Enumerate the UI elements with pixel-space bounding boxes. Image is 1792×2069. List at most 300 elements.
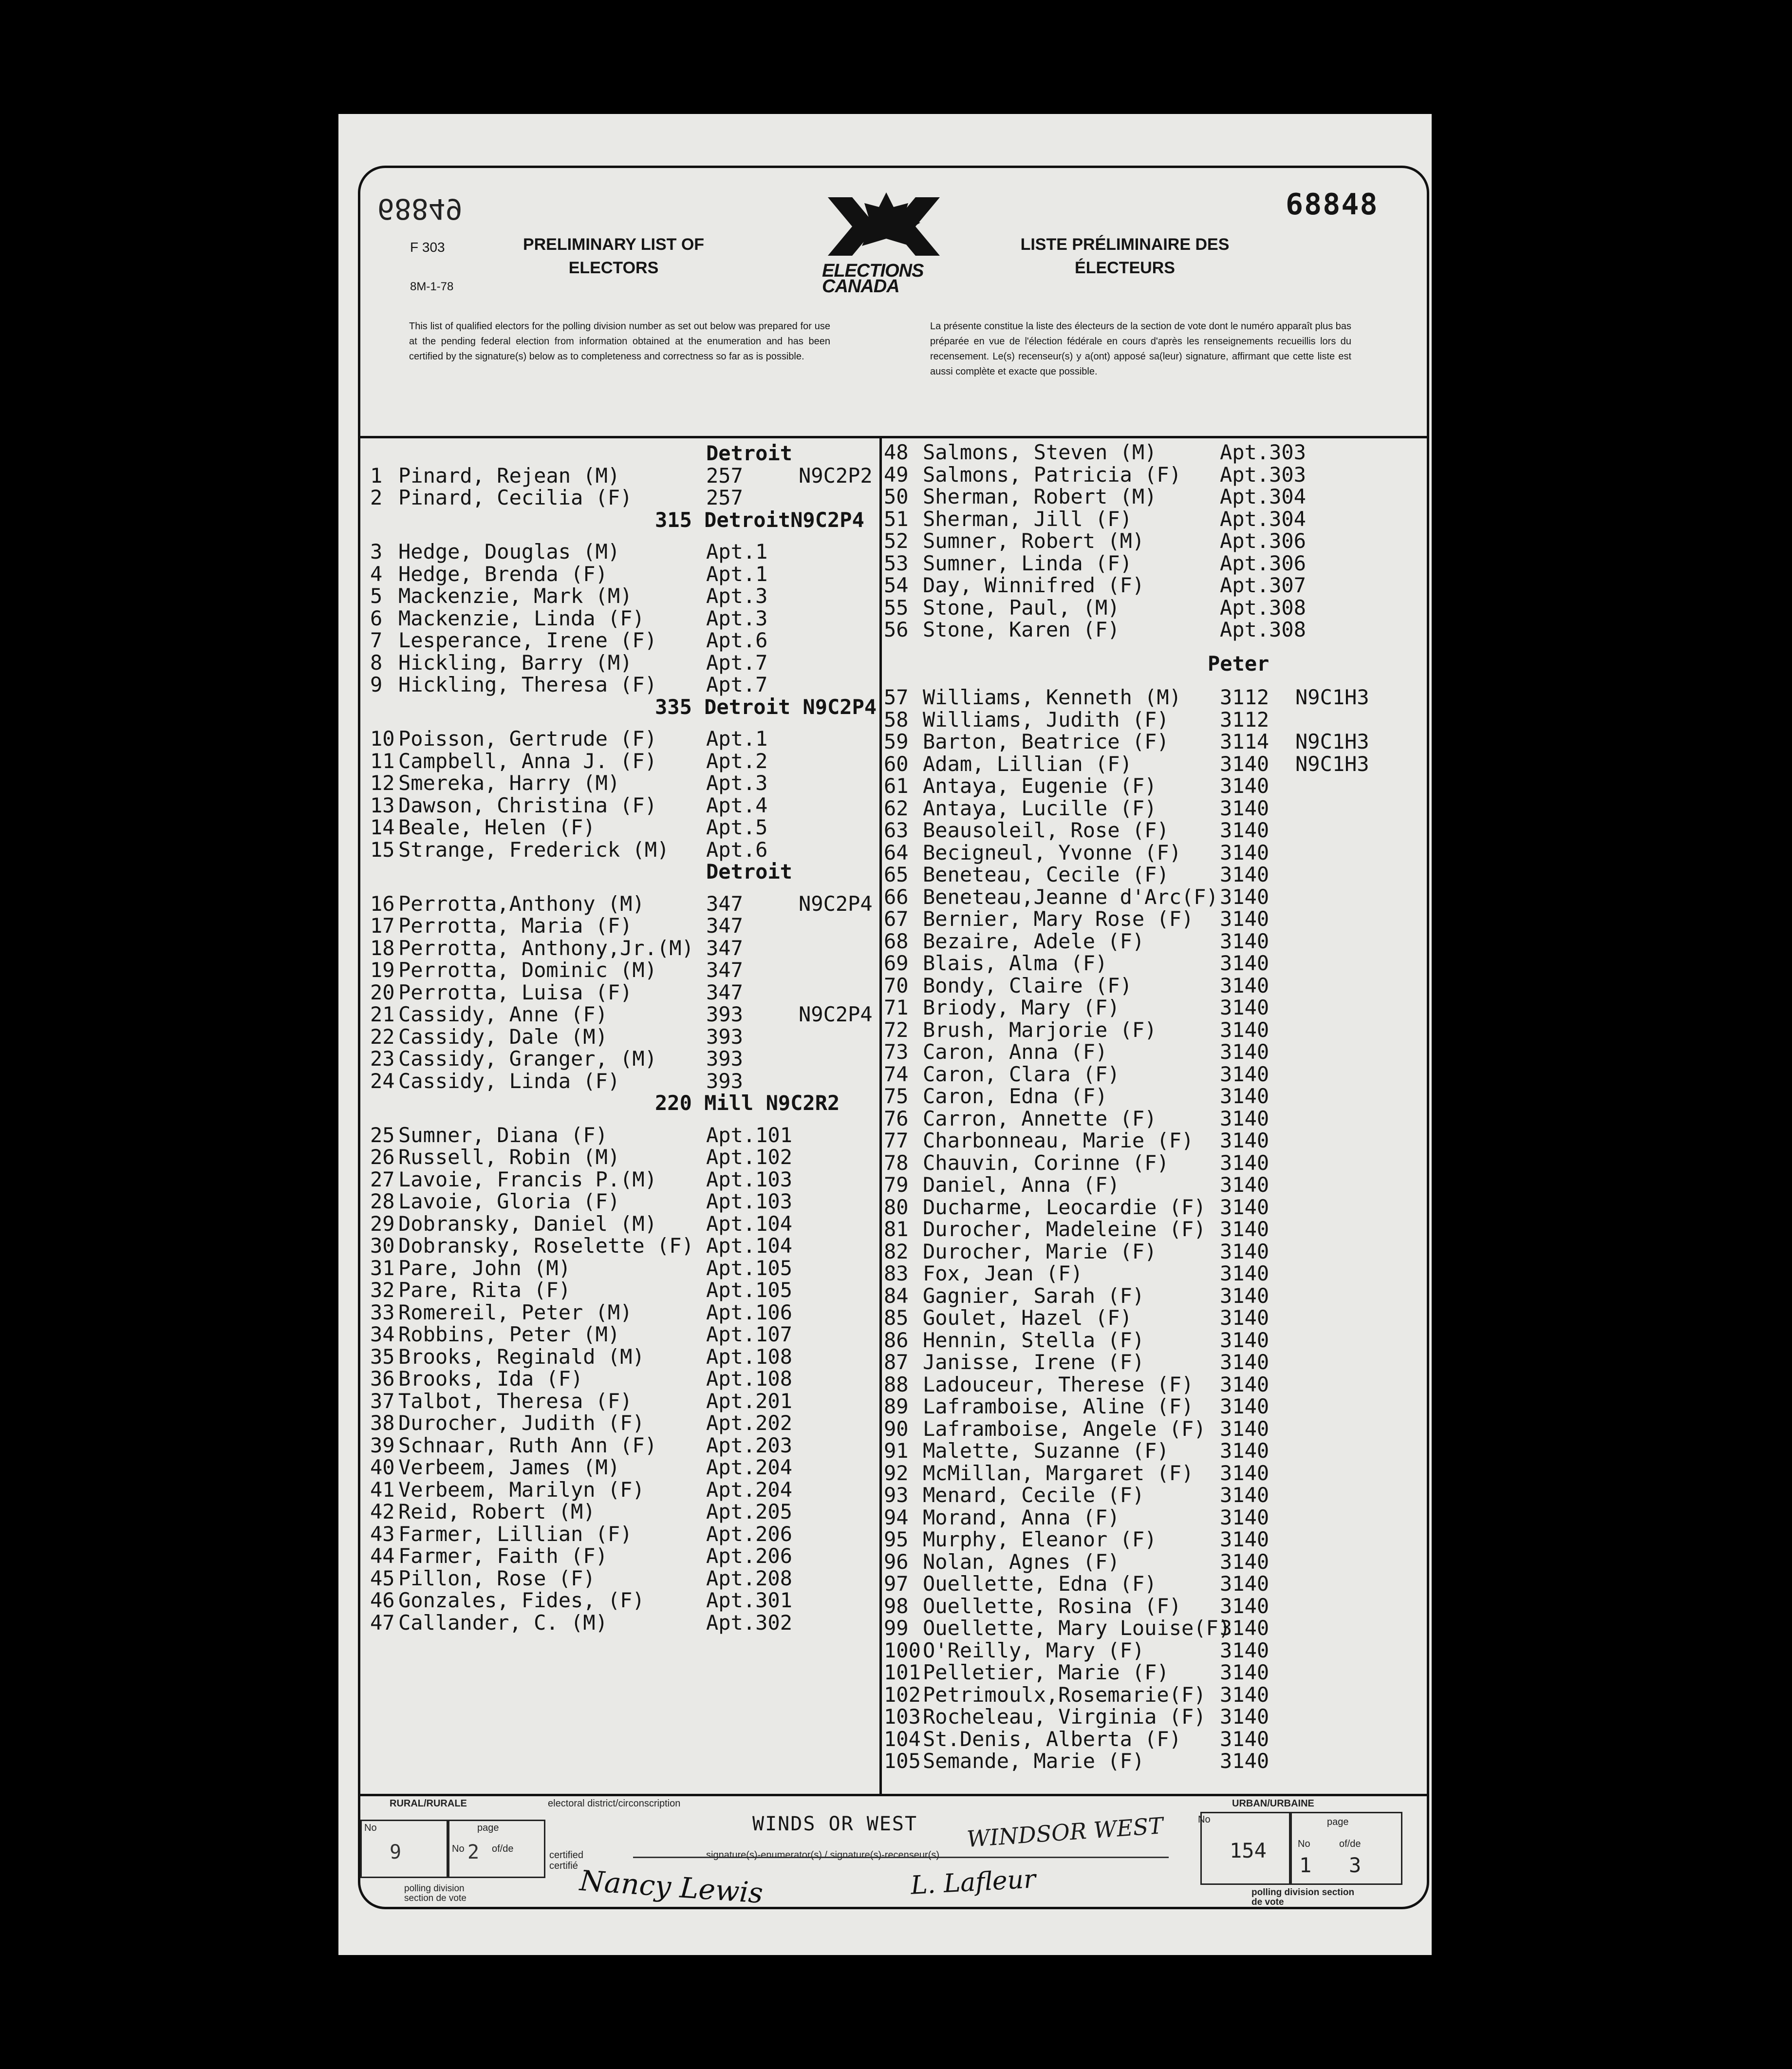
elector-row — [884, 1395, 1422, 1418]
elector-row — [884, 686, 1422, 709]
elector-address: Apt.306 — [1220, 529, 1307, 553]
elector-name: Sherman, Robert (M) — [923, 485, 1157, 508]
elector-number: 75 — [884, 1084, 909, 1108]
elector-row — [370, 1323, 877, 1346]
elector-address: 3140 — [1220, 1217, 1269, 1241]
elector-name: Cassidy, Dale (M) — [398, 1024, 608, 1049]
elector-row — [370, 1412, 877, 1434]
elector-name: Durocher, Madeleine (F) — [923, 1217, 1206, 1241]
elector-number: 6 — [370, 606, 383, 630]
elector-number: 21 — [370, 1002, 395, 1026]
elector-row — [370, 652, 877, 674]
elector-address: Apt.308 — [1220, 618, 1307, 641]
title-french-line2: ÉLECTEURS — [1075, 259, 1175, 277]
elector-number: 93 — [884, 1483, 909, 1507]
elector-number: 1 — [370, 463, 383, 488]
elector-number: 42 — [370, 1500, 395, 1524]
elector-number: 83 — [884, 1261, 909, 1285]
elector-name: Petrimoulx,Rosemarie(F) — [923, 1682, 1206, 1707]
district-typed: WINDS OR WEST — [752, 1813, 918, 1835]
elector-row — [884, 886, 1422, 908]
elector-address: 3140 — [1220, 1682, 1269, 1707]
elector-number: 22 — [370, 1024, 395, 1049]
elector-number: 88 — [884, 1372, 909, 1396]
elector-name: Pelletier, Marie (F) — [923, 1660, 1169, 1684]
elector-number: 58 — [884, 707, 909, 732]
elector-address: Apt.205 — [706, 1500, 793, 1524]
elector-row — [884, 864, 1422, 886]
form-number: F 303 — [410, 240, 445, 255]
elector-address: 3140 — [1220, 1505, 1269, 1529]
elector-name: Perrotta, Anthony,Jr.(M) — [398, 936, 694, 960]
elector-name: Bernier, Mary Rose (F) — [923, 907, 1194, 931]
elector-row — [370, 1479, 877, 1501]
elector-name: Mackenzie, Mark (M) — [398, 584, 633, 608]
elector-postal-code: N9C2P2 — [799, 463, 873, 488]
elector-row — [884, 1152, 1422, 1174]
elector-row — [370, 1612, 877, 1634]
elector-name: Lavoie, Francis P.(M) — [398, 1167, 657, 1191]
elector-number: 64 — [884, 840, 909, 865]
street-heading: 315 DetroitN9C2P4 — [655, 508, 864, 532]
elector-name: St.Denis, Alberta (F) — [923, 1727, 1182, 1751]
elector-name: Ouellette, Edna (F) — [923, 1572, 1157, 1596]
elector-address: 3140 — [1220, 1328, 1269, 1352]
elector-name: Sherman, Jill (F) — [923, 507, 1132, 531]
elector-number: 27 — [370, 1167, 395, 1191]
elector-row — [370, 772, 877, 794]
elector-name: Briody, Mary (F) — [923, 996, 1120, 1019]
elector-row — [370, 563, 877, 585]
elector-number: 32 — [370, 1278, 395, 1302]
elector-name: Salmons, Steven (M) — [923, 440, 1157, 464]
signature-line — [633, 1857, 1169, 1858]
elector-address: 3140 — [1220, 774, 1269, 798]
elector-address: 3140 — [1220, 929, 1269, 953]
elector-address: 3140 — [1220, 1283, 1269, 1308]
elector-name: Robbins, Peter (M) — [398, 1322, 620, 1346]
street-heading: 220 Mill N9C2R2 — [655, 1091, 840, 1115]
elector-number: 40 — [370, 1455, 395, 1479]
elector-number: 53 — [884, 551, 909, 575]
elector-name: Antaya, Lucille (F) — [923, 796, 1157, 820]
elector-row — [884, 797, 1422, 820]
elector-name: Gagnier, Sarah (F) — [923, 1283, 1145, 1308]
elector-row — [884, 1639, 1422, 1662]
elector-number: 76 — [884, 1106, 909, 1130]
elector-name: Blais, Alma (F) — [923, 951, 1108, 975]
elector-address: Apt.304 — [1220, 485, 1307, 508]
elector-row — [884, 1661, 1422, 1684]
elector-number: 19 — [370, 958, 395, 982]
elector-number: 101 — [884, 1660, 921, 1684]
elector-name: Charbonneau, Marie (F) — [923, 1129, 1194, 1152]
elector-row — [884, 464, 1422, 486]
elector-name: Sumner, Robert (M) — [923, 529, 1145, 553]
elector-row — [884, 1440, 1422, 1462]
elector-name: Janisse, Irene (F) — [923, 1350, 1145, 1374]
elector-name: Sumner, Linda (F) — [923, 551, 1132, 575]
elector-name: Cassidy, Anne (F) — [398, 1002, 608, 1026]
elector-address: Apt.308 — [1220, 595, 1307, 620]
elector-number: 45 — [370, 1566, 395, 1590]
elector-number: 97 — [884, 1572, 909, 1596]
elector-address: Apt.303 — [1220, 462, 1307, 487]
elector-name: Brooks, Reginald (M) — [398, 1344, 645, 1369]
elector-address: 3140 — [1220, 951, 1269, 975]
elector-number: 70 — [884, 973, 909, 997]
elector-address: Apt.103 — [706, 1167, 793, 1191]
elector-row — [884, 1129, 1422, 1152]
elector-name: Laframboise, Angele (F) — [923, 1416, 1206, 1441]
elector-number: 59 — [884, 730, 909, 753]
elector-row — [370, 1124, 877, 1147]
elector-row — [884, 1063, 1422, 1086]
elector-name: McMillan, Margaret (F) — [923, 1461, 1194, 1485]
urban-no-label: No — [1198, 1814, 1211, 1825]
elector-name: Farmer, Faith (F) — [398, 1544, 608, 1568]
elector-row — [884, 842, 1422, 864]
elector-row — [370, 1070, 877, 1092]
urban-polling-label: polling division section de vote — [1251, 1887, 1355, 1907]
elector-number: 72 — [884, 1017, 909, 1042]
elector-address: 3140 — [1220, 1705, 1269, 1729]
elector-number: 84 — [884, 1283, 909, 1308]
elector-address: 3140 — [1220, 818, 1269, 842]
elector-row — [370, 1501, 877, 1523]
logo-text-line1: ELECTIONS — [822, 261, 924, 281]
elector-address: Apt.7 — [706, 673, 768, 696]
elector-number: 85 — [884, 1306, 909, 1330]
elector-address: 3140 — [1220, 1660, 1269, 1684]
elector-name: Laframboise, Aline (F) — [923, 1394, 1194, 1418]
elector-row — [370, 585, 877, 607]
elector-row — [370, 1390, 877, 1412]
urban-label: URBAN/URBAINE — [1232, 1798, 1314, 1809]
elector-row — [370, 937, 877, 959]
elector-row — [370, 1523, 877, 1545]
elector-number: 56 — [884, 618, 909, 641]
elector-row — [370, 893, 877, 915]
elector-row — [884, 908, 1422, 930]
elector-number: 49 — [884, 462, 909, 487]
elector-number: 51 — [884, 507, 909, 531]
elector-address: Apt.1 — [706, 727, 768, 751]
elector-name: Lesperance, Irene (F) — [398, 628, 657, 652]
elector-row — [370, 465, 877, 487]
elector-row — [884, 1573, 1422, 1595]
elector-row — [884, 486, 1422, 508]
elector-address: Apt.2 — [706, 749, 768, 773]
elector-address: 3112 — [1220, 707, 1269, 732]
elector-name: Adam, Lillian (F) — [923, 752, 1132, 776]
elector-number: 33 — [370, 1300, 395, 1324]
elector-name: Verbeem, Marilyn (F) — [398, 1477, 645, 1502]
elector-number: 5 — [370, 584, 383, 608]
elector-row — [884, 1174, 1422, 1196]
elector-number: 65 — [884, 863, 909, 886]
elector-address: Apt.105 — [706, 1256, 793, 1280]
elector-name: Ducharme, Leocardie (F) — [923, 1195, 1206, 1219]
elector-name: Caron, Clara (F) — [923, 1062, 1120, 1086]
elector-row — [884, 1528, 1422, 1551]
elector-address: 3140 — [1220, 796, 1269, 820]
street-heading: Detroit — [706, 441, 793, 465]
urban-of-label: of/de — [1339, 1839, 1361, 1849]
elector-number: 3 — [370, 540, 383, 564]
elector-row — [884, 1728, 1422, 1750]
elector-number: 20 — [370, 980, 395, 1004]
elector-name: Semande, Marie (F) — [923, 1749, 1145, 1773]
column-divider — [879, 436, 882, 1795]
elector-row — [370, 674, 877, 696]
elector-address: Apt.303 — [1220, 440, 1307, 464]
elector-postal-code: N9C1H3 — [1295, 752, 1369, 776]
elector-number: 74 — [884, 1062, 909, 1086]
elector-row — [370, 1301, 877, 1324]
elector-address: 3140 — [1220, 1195, 1269, 1219]
elector-number: 37 — [370, 1389, 395, 1413]
elector-row — [884, 1351, 1422, 1373]
elector-number: 44 — [370, 1544, 395, 1568]
elector-name: Nolan, Agnes (F) — [923, 1549, 1120, 1574]
elector-name: Stone, Karen (F) — [923, 618, 1120, 641]
elector-name: Hickling, Barry (M) — [398, 650, 633, 675]
elector-postal-code: N9C1H3 — [1295, 685, 1369, 709]
elector-row — [370, 794, 877, 817]
elector-address: 3140 — [1220, 1350, 1269, 1374]
elector-number: 46 — [370, 1588, 395, 1612]
header-divider — [358, 436, 1429, 438]
district-handwritten: WINDSOR WEST — [966, 1812, 1164, 1853]
elector-number: 25 — [370, 1123, 395, 1147]
street-heading: 335 Detroit N9C2P4 — [655, 695, 877, 719]
elector-address: Apt.201 — [706, 1389, 793, 1413]
elector-row — [884, 1484, 1422, 1506]
elector-number: 100 — [884, 1638, 921, 1662]
elector-address: Apt.5 — [706, 815, 768, 839]
elector-name: Antaya, Eugenie (F) — [923, 774, 1157, 798]
urban-page-value: 1 — [1299, 1853, 1312, 1877]
elector-address: Apt.204 — [706, 1477, 793, 1502]
elector-address: 3140 — [1220, 752, 1269, 776]
elections-canada-logo-icon — [818, 192, 954, 261]
elector-number: 43 — [370, 1522, 395, 1546]
elector-number: 89 — [884, 1394, 909, 1418]
elector-name: Rocheleau, Virginia (F) — [923, 1705, 1206, 1729]
elector-number: 7 — [370, 628, 383, 652]
elector-name: Callander, C. (M) — [398, 1610, 608, 1635]
elector-number: 10 — [370, 727, 395, 751]
elector-row — [884, 619, 1422, 641]
elector-number: 28 — [370, 1189, 395, 1213]
elector-number: 29 — [370, 1211, 395, 1236]
elector-number: 23 — [370, 1047, 395, 1071]
elector-address: Apt.204 — [706, 1455, 793, 1479]
elector-row — [884, 1085, 1422, 1108]
elector-row — [884, 819, 1422, 842]
elector-name: Bezaire, Adele (F) — [923, 929, 1145, 953]
elector-address: Apt.108 — [706, 1367, 793, 1391]
elector-row — [884, 975, 1422, 997]
elector-name: Pare, John (M) — [398, 1256, 571, 1280]
elector-row — [884, 1218, 1422, 1241]
elector-row — [884, 1750, 1422, 1772]
elector-number: 66 — [884, 884, 909, 909]
elector-name: Day, Winnifred (F) — [923, 573, 1145, 597]
elector-name: Perrotta, Luisa (F) — [398, 980, 633, 1004]
elector-name: Hedge, Brenda (F) — [398, 562, 608, 586]
elector-name: Murphy, Eleanor (F) — [923, 1527, 1157, 1551]
title-french-line1: LISTE PRÉLIMINAIRE DES — [1020, 235, 1230, 254]
elector-address: 3140 — [1220, 1173, 1269, 1197]
elector-name: Caron, Edna (F) — [923, 1084, 1108, 1108]
elector-number: 14 — [370, 815, 395, 839]
elector-address: 347 — [706, 980, 743, 1004]
urban-no-value: 154 — [1230, 1839, 1267, 1862]
elector-number: 55 — [884, 595, 909, 620]
elector-number: 36 — [370, 1367, 395, 1391]
signature-2: L. Lafleur — [910, 1864, 1037, 1900]
elector-address: 3140 — [1220, 1084, 1269, 1108]
elector-row — [884, 1108, 1422, 1130]
elector-number: 11 — [370, 749, 395, 773]
elector-row — [884, 1506, 1422, 1529]
elector-number: 35 — [370, 1344, 395, 1369]
elector-name: Strange, Frederick (M) — [398, 837, 670, 862]
elector-address: Apt.306 — [1220, 551, 1307, 575]
elector-address: Apt.4 — [706, 793, 768, 817]
elector-row — [884, 753, 1422, 775]
elector-row — [370, 1589, 877, 1612]
footer-divider — [358, 1794, 1429, 1796]
elector-name: Menard, Cecile (F) — [923, 1483, 1145, 1507]
elector-row — [370, 1235, 877, 1257]
urban-page-label: page — [1327, 1817, 1349, 1827]
elector-row — [370, 1434, 877, 1457]
elector-number: 102 — [884, 1682, 921, 1707]
elector-name: Cassidy, Linda (F) — [398, 1069, 620, 1093]
elector-row — [370, 1279, 877, 1301]
elector-name: Williams, Judith (F) — [923, 707, 1169, 732]
elector-number: 71 — [884, 996, 909, 1019]
elector-address: 3140 — [1220, 863, 1269, 886]
elector-row — [884, 552, 1422, 575]
elector-address: 3140 — [1220, 1749, 1269, 1773]
elector-number: 104 — [884, 1727, 921, 1751]
elector-row — [370, 1026, 877, 1048]
elector-row — [370, 839, 877, 861]
elector-postal-code: N9C2P4 — [799, 891, 873, 916]
elector-number: 26 — [370, 1145, 395, 1169]
intro-french: La présente constitue la liste des électeurs de la section de vote dont le numéro apparaît plus bas préparée en vue de l'élection fédérale en cours d'après les renseignements recueillis lors du recensement. Le(s) recenseur(s) y a(ont) apposé sa(leur) signature, affirmant que cette liste est aussi complète et exacte que possible. — [930, 321, 1351, 377]
elector-row — [884, 1462, 1422, 1485]
elector-address: 347 — [706, 914, 743, 938]
elector-address: 257 — [706, 486, 743, 509]
elector-address: 257 — [706, 463, 743, 488]
elector-number: 69 — [884, 951, 909, 975]
elector-row — [884, 775, 1422, 797]
elector-row — [884, 731, 1422, 753]
elector-number: 92 — [884, 1461, 909, 1485]
elector-name: Smereka, Harry (M) — [398, 771, 620, 795]
elector-number: 87 — [884, 1350, 909, 1374]
elector-address: Apt.105 — [706, 1278, 793, 1302]
elector-address: 3140 — [1220, 996, 1269, 1019]
elector-number: 63 — [884, 818, 909, 842]
signature-label: signature(s)-enumerator(s) / signature(s)-recenseur(s) — [706, 1850, 940, 1861]
elector-name: Campbell, Anna J. (F) — [398, 749, 657, 773]
elector-address: 347 — [706, 891, 743, 916]
elector-name: Salmons, Patricia (F) — [923, 462, 1182, 487]
title-english — [487, 233, 740, 280]
elector-address: Apt.106 — [706, 1300, 793, 1324]
elector-address: 393 — [706, 1024, 743, 1049]
elector-number: 12 — [370, 771, 395, 795]
elector-number: 16 — [370, 891, 395, 916]
elector-address: Apt.103 — [706, 1189, 793, 1213]
elector-number: 24 — [370, 1069, 395, 1093]
elector-address: 3140 — [1220, 1394, 1269, 1418]
elector-name: Romereil, Peter (M) — [398, 1300, 633, 1324]
elector-address: Apt.104 — [706, 1234, 793, 1258]
elector-postal-code: N9C1H3 — [1295, 730, 1369, 753]
elector-name: Dobransky, Daniel (M) — [398, 1211, 657, 1236]
elector-number: 38 — [370, 1411, 395, 1435]
elector-row — [884, 1595, 1422, 1618]
elector-address: 3140 — [1220, 1306, 1269, 1330]
elector-name: Ouellette, Rosina (F) — [923, 1594, 1182, 1618]
elector-row — [370, 728, 877, 750]
elector-number: 98 — [884, 1594, 909, 1618]
elector-name: Durocher, Marie (F) — [923, 1239, 1157, 1263]
urban-no-label-2: No — [1298, 1839, 1310, 1849]
elector-address: Apt.6 — [706, 628, 768, 652]
elector-name: Farmer, Lillian (F) — [398, 1522, 633, 1546]
elector-number: 30 — [370, 1234, 395, 1258]
elector-number: 52 — [884, 529, 909, 553]
elector-number: 96 — [884, 1549, 909, 1574]
elector-number: 31 — [370, 1256, 395, 1280]
elector-address: 3140 — [1220, 884, 1269, 909]
elector-name: Verbeem, James (M) — [398, 1455, 620, 1479]
elector-row — [370, 541, 877, 563]
elector-row — [370, 1567, 877, 1590]
elector-address: Apt.307 — [1220, 573, 1307, 597]
rural-of-label: of/de — [492, 1843, 514, 1854]
elector-number: 54 — [884, 573, 909, 597]
elector-name: Brush, Marjorie (F) — [923, 1017, 1157, 1042]
elector-name: Williams, Kenneth (M) — [923, 685, 1182, 709]
elector-address: 3140 — [1220, 1150, 1269, 1175]
elector-number: 15 — [370, 837, 395, 862]
elector-address: Apt.202 — [706, 1411, 793, 1435]
title-english-line1: PRELIMINARY LIST OF — [523, 235, 705, 254]
elector-row — [884, 1196, 1422, 1219]
elector-row — [370, 1003, 877, 1026]
elector-number: 34 — [370, 1322, 395, 1346]
elector-address: 3140 — [1220, 1616, 1269, 1640]
elector-name: Gonzales, Fides, (F) — [398, 1588, 645, 1612]
elector-address: Apt.104 — [706, 1211, 793, 1236]
elector-name: O'Reilly, Mary (F) — [923, 1638, 1145, 1662]
elector-name: Brooks, Ida (F) — [398, 1367, 583, 1391]
elector-name: Poisson, Gertrude (F) — [398, 727, 657, 751]
elector-row — [370, 629, 877, 652]
elector-postal-code: N9C2P4 — [799, 1002, 873, 1026]
elector-address: 3140 — [1220, 840, 1269, 865]
elector-address: 3140 — [1220, 1572, 1269, 1596]
